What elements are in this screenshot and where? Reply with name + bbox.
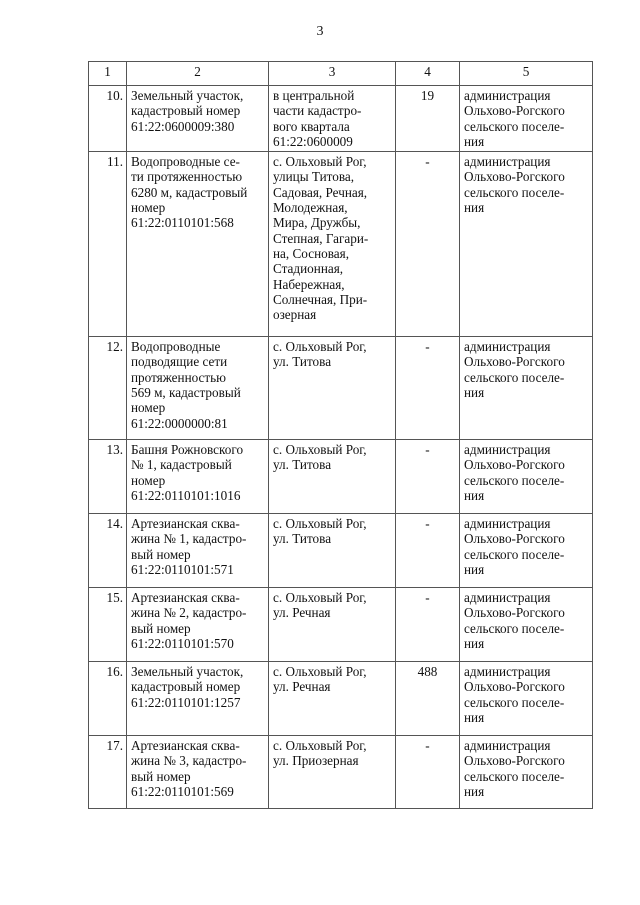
- row-number: 17.: [89, 736, 127, 809]
- object-cell: Земельный участок, кадастровый номер 61:22:0110101:1257: [127, 662, 269, 736]
- area-cell: -: [396, 514, 460, 588]
- row-number: 10.: [89, 86, 127, 152]
- table-row: [89, 736, 593, 809]
- location-cell: с. Ольховый Рог, ул. Речная: [269, 588, 396, 662]
- area-cell: -: [396, 152, 460, 337]
- row-number: 15.: [89, 588, 127, 662]
- object-cell: Артезианская сква- жина № 1, кадастро- вый номер 61:22:0110101:571: [127, 514, 269, 588]
- location-cell: с. Ольховый Рог, ул. Титова: [269, 337, 396, 440]
- owner-cell: администрация Ольхово-Рогского сельского поселе- ния: [460, 736, 593, 809]
- owner-cell: администрация Ольхово-Рогского сельского поселе- ния: [460, 514, 593, 588]
- column-header: 5: [460, 62, 593, 86]
- owner-cell: администрация Ольхово-Рогского сельского поселе- ния: [460, 86, 593, 152]
- column-header: 2: [127, 62, 269, 86]
- object-cell: Башня Рожновского № 1, кадастровый номер 61:22:0110101:1016: [127, 440, 269, 514]
- object-cell: Артезианская сква- жина № 2, кадастро- вый номер 61:22:0110101:570: [127, 588, 269, 662]
- table-row: [89, 152, 593, 337]
- table-row: [89, 588, 593, 662]
- table-row: [89, 440, 593, 514]
- column-header: 1: [89, 62, 127, 86]
- row-number: 16.: [89, 662, 127, 736]
- area-cell: -: [396, 440, 460, 514]
- owner-cell: администрация Ольхово-Рогского сельского поселе- ния: [460, 440, 593, 514]
- object-cell: Водопроводные подводящие сети протяженностью 569 м, кадастровый номер 61:22:0000000:81: [127, 337, 269, 440]
- object-cell: Водопроводные се- ти протяженностью 6280 м, кадастровый номер 61:22:0110101:568: [127, 152, 269, 337]
- area-cell: -: [396, 588, 460, 662]
- location-cell: с. Ольховый Рог, улицы Титова, Садовая, Речная, Молодежная, Мира, Дружбы, Степная, Гагари- на, Сосновая, Стадионная, Набережная, Солнечная, При- озерная: [269, 152, 396, 337]
- location-cell: с. Ольховый Рог, ул. Приозерная: [269, 736, 396, 809]
- owner-cell: администрация Ольхово-Рогского сельского поселе- ния: [460, 337, 593, 440]
- area-cell: -: [396, 337, 460, 440]
- area-cell: -: [396, 736, 460, 809]
- location-cell: в центральной части кадастро- вого квартала 61:22:0600009: [269, 86, 396, 152]
- area-cell: 19: [396, 86, 460, 152]
- row-number: 12.: [89, 337, 127, 440]
- row-number: 11.: [89, 152, 127, 337]
- column-header: 3: [269, 62, 396, 86]
- column-header: 4: [396, 62, 460, 86]
- table-header-row: [89, 62, 593, 86]
- row-number: 13.: [89, 440, 127, 514]
- table-row: [89, 337, 593, 440]
- owner-cell: администрация Ольхово-Рогского сельского поселе- ния: [460, 662, 593, 736]
- location-cell: с. Ольховый Рог, ул. Титова: [269, 440, 396, 514]
- location-cell: с. Ольховый Рог, ул. Речная: [269, 662, 396, 736]
- table-row: [89, 86, 593, 152]
- page-number: 3: [316, 24, 324, 39]
- location-cell: с. Ольховый Рог, ул. Титова: [269, 514, 396, 588]
- area-cell: 488: [396, 662, 460, 736]
- object-cell: Артезианская сква- жина № 3, кадастро- вый номер 61:22:0110101:569: [127, 736, 269, 809]
- owner-cell: администрация Ольхово-Рогского сельского поселе- ния: [460, 588, 593, 662]
- row-number: 14.: [89, 514, 127, 588]
- table-row: [89, 514, 593, 588]
- property-table: [88, 61, 593, 809]
- owner-cell: администрация Ольхово-Рогского сельского поселе- ния: [460, 152, 593, 337]
- object-cell: Земельный участок, кадастровый номер 61:22:0600009:380: [127, 86, 269, 152]
- table-row: [89, 662, 593, 736]
